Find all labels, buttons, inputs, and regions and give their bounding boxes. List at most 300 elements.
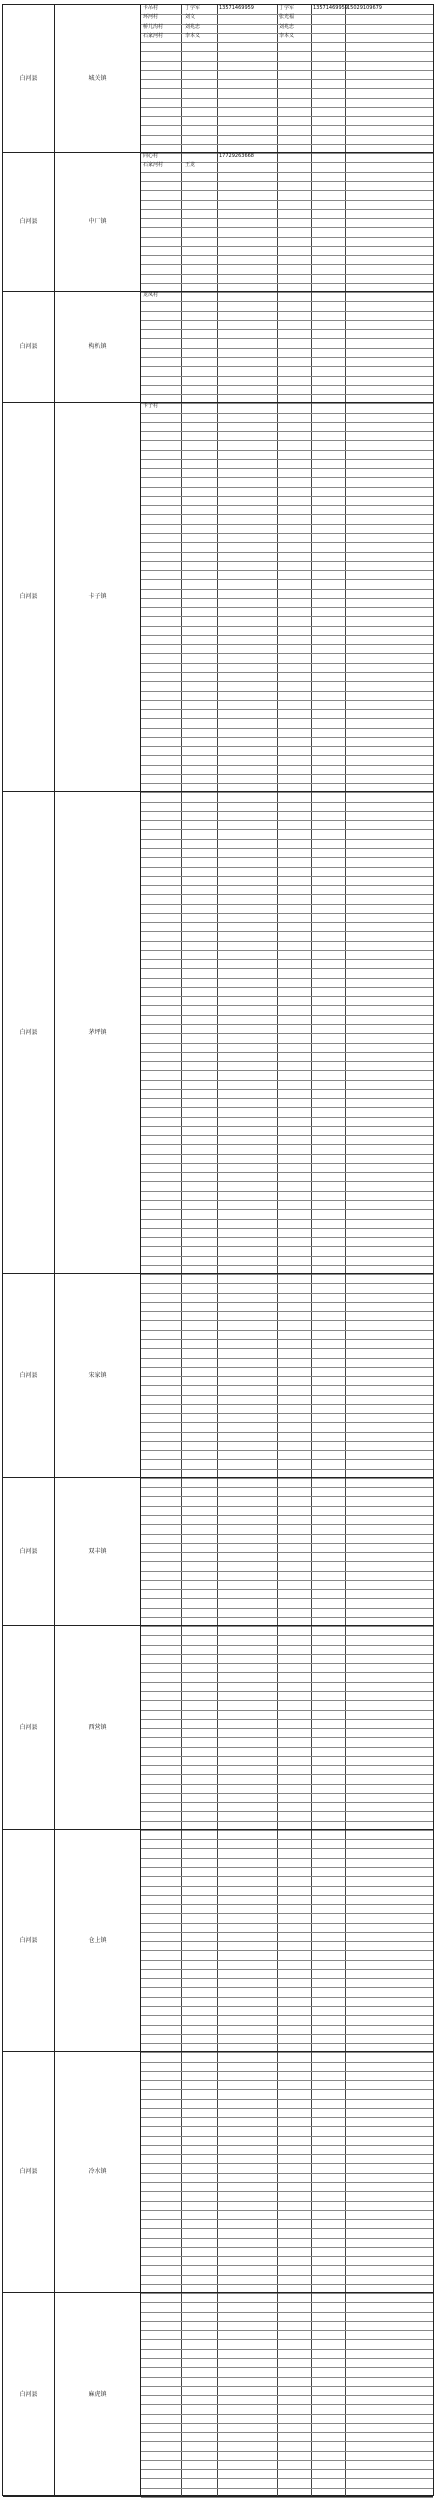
table-cell — [313, 737, 343, 744]
table-cell — [313, 811, 343, 818]
table-cell — [143, 2145, 181, 2152]
table-cell — [279, 1950, 309, 1957]
table-cell — [279, 1589, 309, 1596]
table-cell — [143, 598, 181, 605]
table-cell — [279, 922, 309, 929]
table-cell — [313, 218, 343, 225]
table-cell — [347, 1117, 403, 1124]
table-cell — [219, 2284, 275, 2291]
table-cell — [185, 2071, 215, 2078]
table-cell — [219, 774, 275, 781]
table-cell — [185, 1182, 215, 1189]
table-cell — [313, 125, 343, 132]
table-cell — [347, 450, 403, 457]
table-cell — [143, 1858, 181, 1865]
table-cell — [219, 1061, 275, 1068]
table-cell: 王龙 — [185, 162, 196, 169]
table-cell — [313, 1784, 343, 1791]
table-cell — [279, 1376, 309, 1383]
table-cell — [313, 394, 343, 401]
table-cell — [347, 802, 403, 809]
table-cell — [313, 2238, 343, 2245]
table-cell — [279, 1107, 309, 1114]
table-cell — [185, 2488, 215, 2495]
table-cell — [219, 1756, 275, 1763]
table-cell — [347, 1330, 403, 1337]
table-cell — [279, 978, 309, 985]
table-cell — [313, 987, 343, 994]
table-cell — [347, 1571, 403, 1578]
table-cell — [143, 2265, 181, 2272]
table-cell — [313, 172, 343, 179]
table-cell — [279, 450, 309, 457]
table-cell — [143, 515, 181, 522]
table-cell — [185, 746, 215, 753]
table-cell — [279, 2469, 309, 2476]
table-cell — [219, 357, 275, 364]
table-cell — [219, 2025, 275, 2032]
table-cell — [143, 1867, 181, 1874]
table-cell — [313, 941, 343, 948]
table-cell — [347, 774, 403, 781]
table-cell — [219, 1895, 275, 1902]
table-cell — [143, 2163, 181, 2170]
table-cell — [185, 505, 215, 512]
table-cell — [313, 2080, 343, 2087]
table-cell — [279, 2173, 309, 2180]
table-cell — [313, 301, 343, 308]
table-cell — [143, 524, 181, 531]
table-cell — [143, 616, 181, 623]
table-cell — [143, 1320, 181, 1327]
table-cell — [279, 200, 309, 207]
table-cell — [313, 209, 343, 216]
district-block — [3, 1830, 433, 2052]
table-cell — [143, 1950, 181, 1957]
table-cell — [143, 1765, 181, 1772]
table-cell — [143, 1886, 181, 1893]
table-cell — [219, 1024, 275, 1031]
table-cell — [219, 1673, 275, 1680]
table-cell — [143, 2460, 181, 2467]
table-cell — [143, 746, 181, 753]
table-cell — [347, 1524, 403, 1531]
table-cell — [219, 227, 275, 234]
table-cell — [313, 459, 343, 466]
table-cell — [279, 2163, 309, 2170]
table-cell — [279, 1571, 309, 1578]
table-cell — [279, 394, 309, 401]
table-cell — [219, 1098, 275, 1105]
table-cell — [143, 70, 181, 77]
table-cell — [143, 1163, 181, 1170]
table-cell — [313, 2228, 343, 2235]
table-cell — [347, 1774, 403, 1781]
table-cell — [347, 1987, 403, 1994]
table-cell — [279, 440, 309, 447]
table-cell — [313, 644, 343, 651]
table-cell — [279, 755, 309, 762]
table-cell — [313, 422, 343, 429]
table-cell — [313, 681, 343, 688]
table-cell — [143, 1413, 181, 1420]
table-cell — [143, 1033, 181, 1040]
table-cell — [313, 107, 343, 114]
table-cell — [219, 922, 275, 929]
table-cell — [313, 1561, 343, 1568]
table-cell — [143, 802, 181, 809]
table-cell — [313, 1710, 343, 1717]
table-cell — [279, 746, 309, 753]
table-cell — [347, 2395, 403, 2402]
table-cell — [185, 829, 215, 836]
table-cell — [347, 1728, 403, 1735]
table-cell — [347, 663, 403, 670]
table-cell — [219, 2182, 275, 2189]
table-cell — [347, 848, 403, 855]
table-cell — [185, 1571, 215, 1578]
table-cell — [185, 1561, 215, 1568]
village-rows — [141, 1478, 433, 1625]
table-cell — [279, 1552, 309, 1559]
table-cell — [185, 570, 215, 577]
table-cell — [279, 125, 309, 132]
table-cell — [313, 274, 343, 281]
table-cell — [185, 2006, 215, 2013]
table-cell — [313, 237, 343, 244]
table-cell — [219, 403, 275, 410]
table-cell — [185, 1784, 215, 1791]
table-cell — [219, 1950, 275, 1957]
table-cell — [143, 2256, 181, 2263]
table-cell — [143, 1070, 181, 1077]
table-cell — [347, 320, 403, 327]
county-cell: 白河县 — [3, 792, 55, 1273]
table-cell — [347, 1654, 403, 1661]
table-cell — [185, 802, 215, 809]
table-cell — [219, 561, 275, 568]
table-cell — [143, 2284, 181, 2291]
table-cell — [185, 1923, 215, 1930]
table-cell — [313, 320, 343, 327]
table-cell — [185, 2228, 215, 2235]
table-cell — [143, 691, 181, 698]
table-cell — [313, 1209, 343, 1216]
table-cell — [313, 2136, 343, 2143]
table-cell — [279, 1765, 309, 1772]
table-cell — [347, 1024, 403, 1031]
table-cell — [347, 422, 403, 429]
table-cell — [185, 2377, 215, 2384]
table-cell — [143, 987, 181, 994]
table-cell — [219, 515, 275, 522]
table-cell — [313, 181, 343, 188]
table-cell — [219, 1515, 275, 1522]
table-cell — [143, 1784, 181, 1791]
table-cell — [279, 61, 309, 68]
table-cell — [347, 1469, 403, 1476]
table-cell — [143, 2441, 181, 2448]
table-cell — [219, 42, 275, 49]
table-cell — [219, 505, 275, 512]
table-cell — [313, 2330, 343, 2337]
table-cell — [313, 292, 343, 299]
table-cell — [347, 2340, 403, 2347]
table-cell — [279, 1960, 309, 1967]
table-cell — [313, 950, 343, 957]
table-cell — [143, 376, 181, 383]
table-cell — [143, 1144, 181, 1151]
table-cell — [219, 2312, 275, 2319]
table-cell — [219, 264, 275, 271]
table-cell — [347, 1080, 403, 1087]
table-cell — [143, 1330, 181, 1337]
table-cell — [143, 1682, 181, 1689]
table-cell — [185, 2062, 215, 2069]
table-cell — [313, 2432, 343, 2439]
table-cell — [219, 459, 275, 466]
table-cell — [219, 348, 275, 355]
table-cell — [219, 941, 275, 948]
table-cell — [279, 820, 309, 827]
table-cell — [313, 1923, 343, 1930]
table-cell — [347, 1673, 403, 1680]
table-cell — [143, 848, 181, 855]
table-cell — [185, 1089, 215, 1096]
table-cell — [219, 1811, 275, 1818]
table-cell — [347, 626, 403, 633]
table-cell — [347, 413, 403, 420]
table-cell — [143, 829, 181, 836]
table-cell — [313, 931, 343, 938]
table-cell — [313, 1997, 343, 2004]
table-cell — [185, 1839, 215, 1846]
table-cell — [279, 1700, 309, 1707]
table-cell — [143, 2080, 181, 2087]
table-cell — [347, 1265, 403, 1272]
table-cell — [313, 1839, 343, 1846]
table-cell — [279, 1682, 309, 1689]
table-cell — [185, 941, 215, 948]
table-cell — [347, 135, 403, 142]
table-cell — [347, 1033, 403, 1040]
table-cell — [313, 1089, 343, 1096]
table-cell — [347, 1719, 403, 1726]
table-cell — [143, 857, 181, 864]
table-cell — [347, 672, 403, 679]
table-cell — [185, 1598, 215, 1605]
table-cell — [143, 1515, 181, 1522]
table-cell — [185, 1358, 215, 1365]
table-cell — [143, 2191, 181, 2198]
table-cell — [219, 1747, 275, 1754]
table-cell — [347, 2284, 403, 2291]
table-cell — [313, 2015, 343, 2022]
table-cell — [185, 885, 215, 892]
table-cell — [279, 2052, 309, 2059]
table-cell — [219, 1126, 275, 1133]
table-cell — [143, 1052, 181, 1059]
table-cell — [185, 663, 215, 670]
village-rows — [141, 292, 433, 402]
table-cell — [219, 376, 275, 383]
table-cell — [185, 1061, 215, 1068]
table-cell — [219, 1737, 275, 1744]
table-cell: 17729263668 — [219, 153, 254, 160]
table-cell — [143, 1219, 181, 1226]
table-cell — [347, 459, 403, 466]
table-cell — [185, 737, 215, 744]
table-cell — [313, 2062, 343, 2069]
table-cell — [143, 1571, 181, 1578]
table-cell — [347, 357, 403, 364]
table-cell — [185, 1311, 215, 1318]
table-cell — [347, 24, 403, 31]
table-cell — [313, 2321, 343, 2328]
table-cell — [347, 1710, 403, 1717]
table-cell — [279, 292, 309, 299]
table-cell — [143, 237, 181, 244]
table-cell — [279, 1895, 309, 1902]
table-cell — [347, 681, 403, 688]
table-cell — [219, 274, 275, 281]
table-cell — [219, 1089, 275, 1096]
table-cell — [279, 135, 309, 142]
village-rows — [141, 2052, 433, 2292]
table-cell — [279, 709, 309, 716]
table-cell — [313, 700, 343, 707]
table-cell — [185, 2247, 215, 2254]
table-cell: 石家河村 — [143, 32, 164, 39]
table-cell — [185, 116, 215, 123]
table-cell — [143, 2228, 181, 2235]
table-cell — [279, 1098, 309, 1105]
table-cell — [185, 1339, 215, 1346]
table-cell — [219, 1589, 275, 1596]
table-cell — [143, 1793, 181, 1800]
table-cell — [279, 116, 309, 123]
table-cell — [143, 116, 181, 123]
table-cell — [313, 1987, 343, 1994]
table-cell — [313, 1135, 343, 1142]
table-cell — [279, 2089, 309, 2096]
table-cell — [185, 376, 215, 383]
table-cell — [143, 2432, 181, 2439]
table-cell — [347, 691, 403, 698]
table-cell — [219, 1348, 275, 1355]
table-cell — [347, 2275, 403, 2282]
table-cell — [313, 820, 343, 827]
table-cell — [347, 1747, 403, 1754]
table-cell — [185, 1969, 215, 1976]
table-cell — [313, 1311, 343, 1318]
table-cell — [279, 385, 309, 392]
table-cell — [219, 14, 275, 21]
table-cell — [279, 941, 309, 948]
table-cell — [185, 1719, 215, 1726]
table-cell — [279, 2275, 309, 2282]
table-cell — [313, 505, 343, 512]
table-cell — [185, 1867, 215, 1874]
table-cell — [185, 2423, 215, 2430]
table-cell — [279, 2358, 309, 2365]
table-cell — [347, 561, 403, 568]
table-cell — [313, 33, 343, 40]
table-cell — [347, 264, 403, 271]
table-cell — [185, 2191, 215, 2198]
table-cell — [313, 450, 343, 457]
table-cell — [313, 1024, 343, 1031]
table-cell — [143, 2099, 181, 2106]
table-cell — [219, 1469, 275, 1476]
table-cell — [185, 2034, 215, 2041]
table-cell — [279, 2312, 309, 2319]
table-cell — [219, 2488, 275, 2495]
table-cell — [313, 1395, 343, 1402]
table-cell — [279, 496, 309, 503]
table-cell — [143, 1376, 181, 1383]
table-cell — [347, 1395, 403, 1402]
table-cell — [219, 820, 275, 827]
table-cell — [347, 1802, 403, 1809]
table-cell — [219, 1821, 275, 1828]
table-cell: 桥儿沟村 — [143, 23, 164, 30]
table-cell — [185, 894, 215, 901]
table-cell — [143, 181, 181, 188]
table-cell — [279, 274, 309, 281]
table-cell — [313, 774, 343, 781]
table-cell — [185, 153, 215, 160]
table-cell — [143, 2052, 181, 2059]
table-cell — [279, 2247, 309, 2254]
table-cell — [347, 1589, 403, 1596]
table-cell — [313, 1932, 343, 1939]
town-cell: 卡子镇 — [55, 403, 141, 791]
table-cell — [143, 2330, 181, 2337]
table-cell — [219, 2423, 275, 2430]
table-cell — [313, 1719, 343, 1726]
table-cell — [219, 987, 275, 994]
table-cell — [279, 1608, 309, 1615]
table-cell — [143, 1432, 181, 1439]
table-cell — [143, 338, 181, 345]
table-cell — [185, 2210, 215, 2217]
table-cell — [313, 70, 343, 77]
table-cell — [219, 2089, 275, 2096]
table-cell — [143, 320, 181, 327]
table-cell — [313, 1237, 343, 1244]
table-cell — [279, 2256, 309, 2263]
table-cell — [185, 477, 215, 484]
table-cell — [279, 2034, 309, 2041]
table-cell — [185, 172, 215, 179]
table-cell — [279, 672, 309, 679]
table-cell — [279, 1256, 309, 1263]
table-cell — [347, 477, 403, 484]
table-cell — [185, 1219, 215, 1226]
table-cell — [185, 227, 215, 234]
table-cell: 13571469959 — [219, 5, 254, 11]
table-cell — [279, 1302, 309, 1309]
table-cell — [219, 718, 275, 725]
table-cell — [143, 579, 181, 586]
table-cell — [219, 2099, 275, 2106]
table-cell — [143, 1960, 181, 1967]
table-cell — [279, 737, 309, 744]
table-cell — [313, 1867, 343, 1874]
table-cell — [279, 42, 309, 49]
table-cell — [185, 820, 215, 827]
